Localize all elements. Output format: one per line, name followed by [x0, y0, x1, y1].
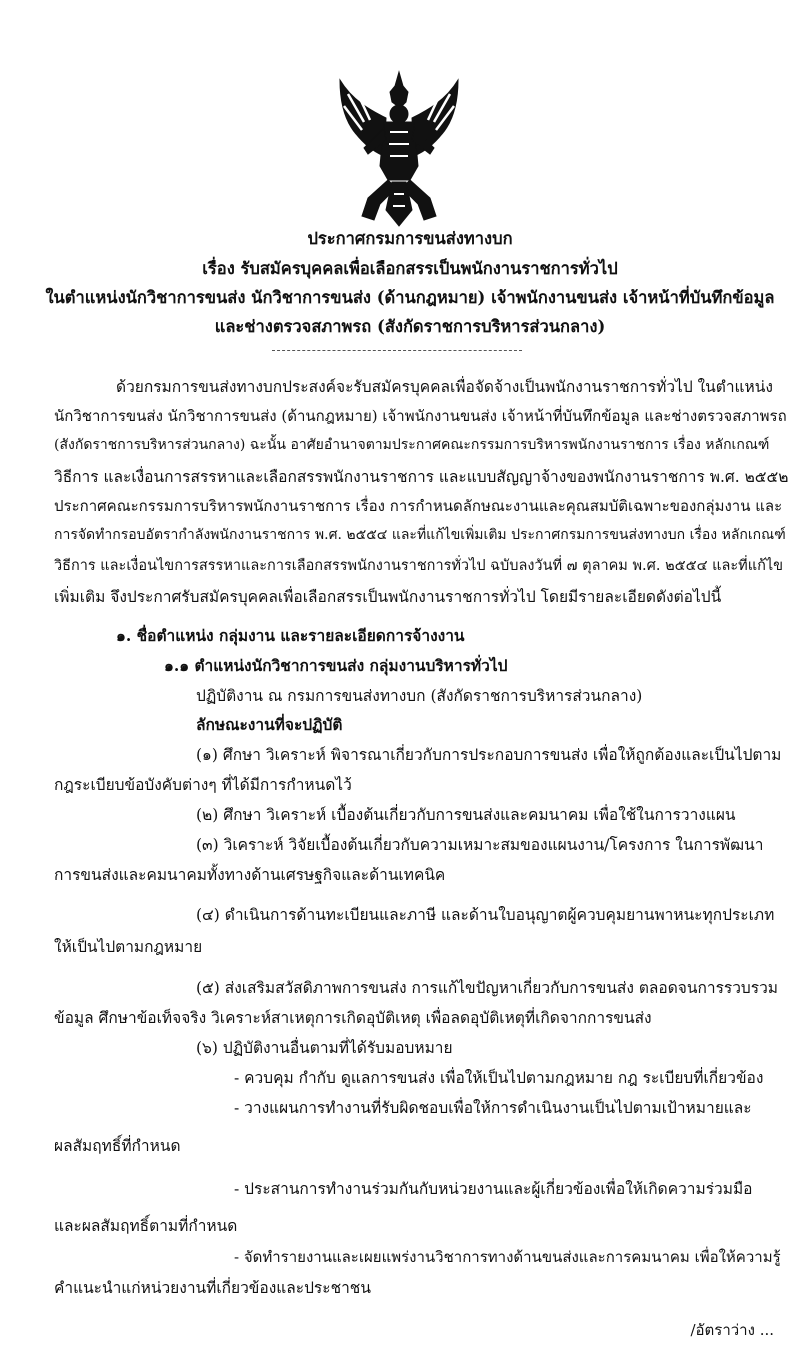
- duty-bullet-cont: ผลสัมฤทธิ์ที่กำหนด: [54, 1137, 181, 1155]
- intro-line: ด้วยกรมการขนส่งทางบกประสงค์จะรับสมัครบุคคลเพื่อจัดจ้างเป็นพนักงานราชการทั่วไป ในตำแหน่ง: [116, 378, 773, 396]
- garuda-emblem-icon: [334, 70, 464, 228]
- duty-bullet: - จัดทำรายงานและเผยแพร่งานวิชาการทางด้านขนส่งและการคมนาคม เพื่อให้ความรู้: [234, 1248, 781, 1266]
- work-location: ปฏิบัติงาน ณ กรมการขนส่งทางบก (สังกัดราชการบริหารส่วนกลาง): [196, 687, 643, 705]
- announcement-positions-cont: และช่างตรวจสภาพรถ (สังกัดราชการบริหารส่วนกลาง): [214, 317, 606, 336]
- duty-item-cont: ให้เป็นไปตามกฎหมาย: [54, 938, 203, 956]
- duty-bullet: - ประสานการทำงานร่วมกันกับหน่วยงานและผู้เกี่ยวข้องเพื่อให้เกิดความร่วมมือ: [234, 1180, 753, 1198]
- duty-item-cont: กฎระเบียบข้อบังคับต่างๆ ที่ได้มีการกำหนดไว้: [54, 776, 352, 794]
- intro-line: (สังกัดราชการบริหารส่วนกลาง) ฉะนั้น อาศัยอำนาจตามประกาศคณะกรรมการบริหารพนักงานราชการ เรื่อง หลักเกณฑ์: [54, 437, 770, 453]
- intro-line: วิธีการ และเงื่อนไขการสรรหาและการเลือกสรรพนักงานราชการทั่วไป ฉบับลงวันที่ ๗ ตุลาคม พ.ศ. ๒๕๕๔ และที่แก้ไข: [54, 558, 784, 574]
- intro-line: นักวิชาการขนส่ง นักวิชาการขนส่ง (ด้านกฎหมาย) เจ้าพนักงานขนส่ง เจ้าหน้าที่บันทึกข้อมูล และช่างตรวจสภาพรถ: [54, 407, 787, 425]
- announcement-positions: ในตำแหน่งนักวิชาการขนส่ง นักวิชาการขนส่ง (ด้านกฎหมาย) เจ้าพนักงานขนส่ง เจ้าหน้าที่บันทึกข้อมูล: [45, 288, 775, 307]
- page-continuation: /อัตราว่าง ...: [690, 1321, 774, 1339]
- duty-item-cont: ข้อมูล ศึกษาข้อเท็จจริง วิเคราะห์สาเหตุการเกิดอุบัติเหตุ เพื่อลดอุบัติเหตุที่เกิดจากการขนส่ง: [54, 1009, 652, 1027]
- duty-bullet: - ควบคุม กำกับ ดูแลการขนส่ง เพื่อให้เป็นไปตามกฎหมาย กฎ ระเบียบที่เกี่ยวข้อง: [234, 1069, 764, 1087]
- duties-heading: ลักษณะงานที่จะปฏิบัติ: [196, 715, 343, 734]
- subsection-heading: ๑.๑ ตำแหน่งนักวิชาการขนส่ง กลุ่มงานบริหารทั่วไป: [164, 656, 508, 675]
- announcement-title: ประกาศกรมการขนส่งทางบก: [307, 229, 513, 248]
- duty-item: (๓) วิเคราะห์ วิจัยเบื้องต้นเกี่ยวกับความเหมาะสมของแผนงาน/โครงการ ในการพัฒนา: [196, 836, 764, 854]
- duty-bullet: - วางแผนการทำงานที่รับผิดชอบเพื่อให้การดำเนินงานเป็นไปตามเป้าหมายและ: [234, 1099, 752, 1117]
- intro-line: ประกาศคณะกรรมการบริหารพนักงานราชการ เรื่อง การกำหนดลักษณะงานและคุณสมบัติเฉพาะของกลุ่มงาน และ: [54, 497, 783, 515]
- duty-item: (๖) ปฏิบัติงานอื่นตามที่ได้รับมอบหมาย: [196, 1039, 453, 1057]
- intro-line: การจัดทำกรอบอัตรากำลังพนักงานราชการ พ.ศ. ๒๕๕๔ และที่แก้ไขเพิ่มเติม ประกาศกรมการขนส่งทางบก เรื่อง หลักเกณฑ์: [54, 527, 786, 543]
- section-heading: ๑. ชื่อตำแหน่ง กลุ่มงาน และรายละเอียดการจ้างงาน: [116, 626, 465, 645]
- duty-item: (๔) ดำเนินการด้านทะเบียนและภาษี และด้านใบอนุญาตผู้ควบคุมยานพาหนะทุกประเภท: [196, 906, 775, 924]
- duty-item-cont: การขนส่งและคมนาคมทั้งทางด้านเศรษฐกิจและด้านเทคนิค: [54, 866, 446, 884]
- announcement-subject: เรื่อง รับสมัครบุคคลเพื่อเลือกสรรเป็นพนักงานราชการทั่วไป: [202, 259, 618, 278]
- duty-bullet-cont: คำแนะนำแก่หน่วยงานที่เกี่ยวข้องและประชาชน: [54, 1279, 371, 1297]
- header-divider: [272, 350, 522, 351]
- duty-item: (๕) ส่งเสริมสวัสดิภาพการขนส่ง การแก้ไขปัญหาเกี่ยวกับการขนส่ง ตลอดจนการรวบรวม: [196, 979, 779, 997]
- intro-line: วิธีการ และเงื่อนการสรรหาและเลือกสรรพนักงานราชการ และแบบสัญญาจ้างของพนักงานราชการ พ.ศ. ๒๕๕๒: [54, 468, 789, 486]
- intro-line: เพิ่มเติม จึงประกาศรับสมัครบุคคลเพื่อเลือกสรรเป็นพนักงานราชการทั่วไป โดยมีรายละเอียดดังต่อไปนี้: [54, 588, 722, 606]
- duty-item: (๑) ศึกษา วิเคราะห์ พิจารณาเกี่ยวกับการประกอบการขนส่ง เพื่อให้ถูกต้องและเป็นไปตาม: [196, 746, 782, 764]
- duty-bullet-cont: และผลสัมฤทธิ์ตามที่กำหนด: [54, 1217, 238, 1235]
- duty-item: (๒) ศึกษา วิเคราะห์ เบื้องต้นเกี่ยวกับการขนส่งและคมนาคม เพื่อใช้ในการวางแผน: [196, 806, 736, 824]
